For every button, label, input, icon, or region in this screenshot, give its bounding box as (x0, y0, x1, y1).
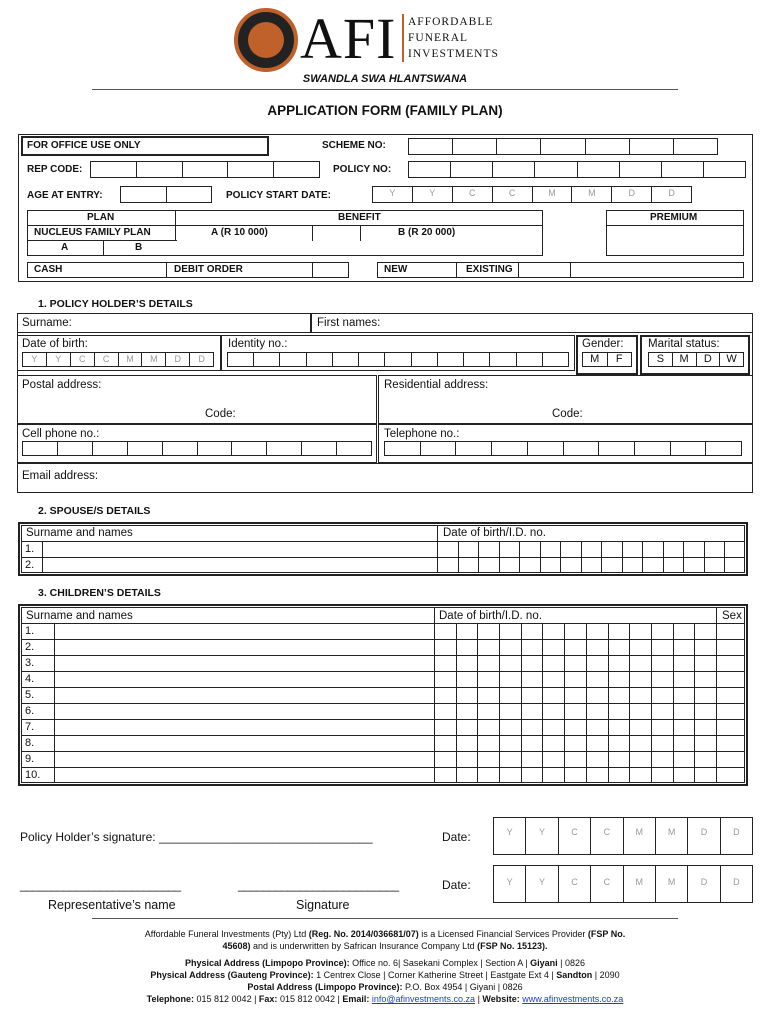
child-row-number: 2. (25, 641, 35, 653)
new-existing-row (377, 262, 744, 278)
email-field[interactable] (17, 463, 753, 493)
gender-cells[interactable]: M F (582, 352, 632, 367)
section2-heading: 2. SPOUSE/S DETAILS (38, 505, 151, 517)
table-row[interactable] (21, 671, 745, 672)
section1-heading: 1. POLICY HOLDER’S DETAILS (38, 298, 193, 310)
table-row[interactable] (21, 751, 745, 752)
company-name: AFFORDABLE FUNERAL INVESTMENTS (408, 16, 499, 60)
table-row[interactable] (21, 623, 745, 624)
child-id-cell-divider (477, 623, 478, 783)
page-title: APPLICATION FORM (FAMILY PLAN) (267, 103, 503, 118)
cell-phone-cells[interactable] (22, 441, 372, 456)
rep-date-cells[interactable]: Y Y C C M M D D (493, 865, 753, 903)
rep-code-label: REP CODE: (27, 164, 83, 175)
rep-code-cells[interactable] (90, 161, 320, 178)
spouse-id-cell-divider (478, 541, 479, 573)
policy-start-cells[interactable]: Y Y C C M M D D (372, 186, 692, 203)
rep-name-line[interactable]: __________________________ (20, 878, 181, 892)
child-id-cell-divider (673, 623, 674, 783)
scheme-no-label: SCHEME NO: (322, 140, 386, 151)
spouse-id-cell-divider (581, 541, 582, 573)
spouse-id-cell-divider (724, 541, 725, 573)
spouse-id-cell-divider (622, 541, 623, 573)
child-row-number: 4. (25, 673, 35, 685)
child-id-cell-divider (586, 623, 587, 783)
child-id-cell-divider (564, 623, 565, 783)
age-label: AGE AT ENTRY: (27, 190, 103, 201)
rep-signature-line[interactable]: __________________________ (238, 878, 399, 892)
holder-signature-line[interactable]: Policy Holder’s signature: ________________________________ (20, 830, 373, 844)
company-logo (234, 8, 298, 72)
email-link[interactable]: info@afinvestments.co.za (371, 994, 476, 1004)
child-row-number: 1. (25, 625, 35, 637)
child-id-cell-divider (456, 623, 457, 783)
dob-cells[interactable]: Y Y C C M M D D (22, 352, 214, 367)
policy-no-cells[interactable] (408, 161, 746, 178)
spouse-id-cell-divider (663, 541, 664, 573)
spouse-id-cell-divider (519, 541, 520, 573)
table-row[interactable] (21, 735, 745, 736)
telephone-cells[interactable] (384, 441, 742, 456)
child-id-cell-divider (629, 623, 630, 783)
office-use-box (18, 134, 753, 282)
identity-cells[interactable] (227, 352, 569, 367)
spouse-id-cell-divider (642, 541, 643, 573)
table-row[interactable] (21, 767, 745, 768)
child-id-cell-divider (499, 623, 500, 783)
spouse-id-cell-divider (704, 541, 705, 573)
spouse-id-cell-divider (683, 541, 684, 573)
table-row[interactable] (21, 639, 745, 640)
child-row-number: 6. (25, 705, 35, 717)
logo-text: AFI (300, 6, 397, 71)
section3-heading: 3. CHILDREN’S DETAILS (38, 587, 161, 599)
spouse-id-cell-divider (560, 541, 561, 573)
spouse-id-cell-divider (540, 541, 541, 573)
holder-date-cells[interactable]: Y Y C C M M D D (493, 817, 753, 855)
child-row-number: 5. (25, 689, 35, 701)
child-id-cell-divider (608, 623, 609, 783)
spouse-id-cell-divider (499, 541, 500, 573)
table-row[interactable] (21, 687, 745, 688)
policy-no-label: POLICY NO: (333, 164, 392, 175)
spouse-id-cell-divider (458, 541, 459, 573)
child-id-cell-divider (694, 623, 695, 783)
age-cells[interactable] (120, 186, 212, 203)
child-id-cell-divider (651, 623, 652, 783)
policy-start-label: POLICY START DATE: (226, 190, 331, 201)
office-use-label: FOR OFFICE USE ONLY (27, 140, 141, 151)
child-row-number: 9. (25, 753, 35, 765)
footer: Affordable Funeral Investments (Pty) Ltd (Reg. No. 2014/036681/07) is a Licensed Financial Services Provider (FSP No. 45608) and is underwritten by Safrican Insurance Company Ltd (FSP No. 15123). Physical Address (Limpopo Province): Office no. 6| Sasekani Complex | Section A | Giyani | 0826 Physical Address (Gauteng Province): 1 Centrex Close | Corner Katherine Street | Eastgate Ext 4 | Sandton | 2090 Postal Address (Limpopo Province): P.O. Box 4954 | Giyani | 0826 Telephone: 015 812 0042 | Fax: 015 812 0042 | Email: info@afinvestments.co.za | Website: www.afinvestments.co.za (144, 929, 626, 1004)
child-id-cell-divider (521, 623, 522, 783)
child-row-number: 3. (25, 657, 35, 669)
tagline: SWANDLA SWA HLANTSWANA (302, 73, 468, 85)
child-row-number: 7. (25, 721, 35, 733)
website-link[interactable]: www.afinvestments.co.za (522, 994, 624, 1004)
child-id-cell-divider (542, 623, 543, 783)
marital-cells[interactable]: S M D W (648, 352, 744, 367)
scheme-no-cells[interactable] (408, 138, 718, 155)
child-row-number: 8. (25, 737, 35, 749)
table-row[interactable] (21, 655, 745, 656)
table-row[interactable] (21, 719, 745, 720)
spouse-id-cell-divider (601, 541, 602, 573)
child-row-number: 10. (25, 769, 41, 781)
table-row[interactable] (21, 703, 745, 704)
